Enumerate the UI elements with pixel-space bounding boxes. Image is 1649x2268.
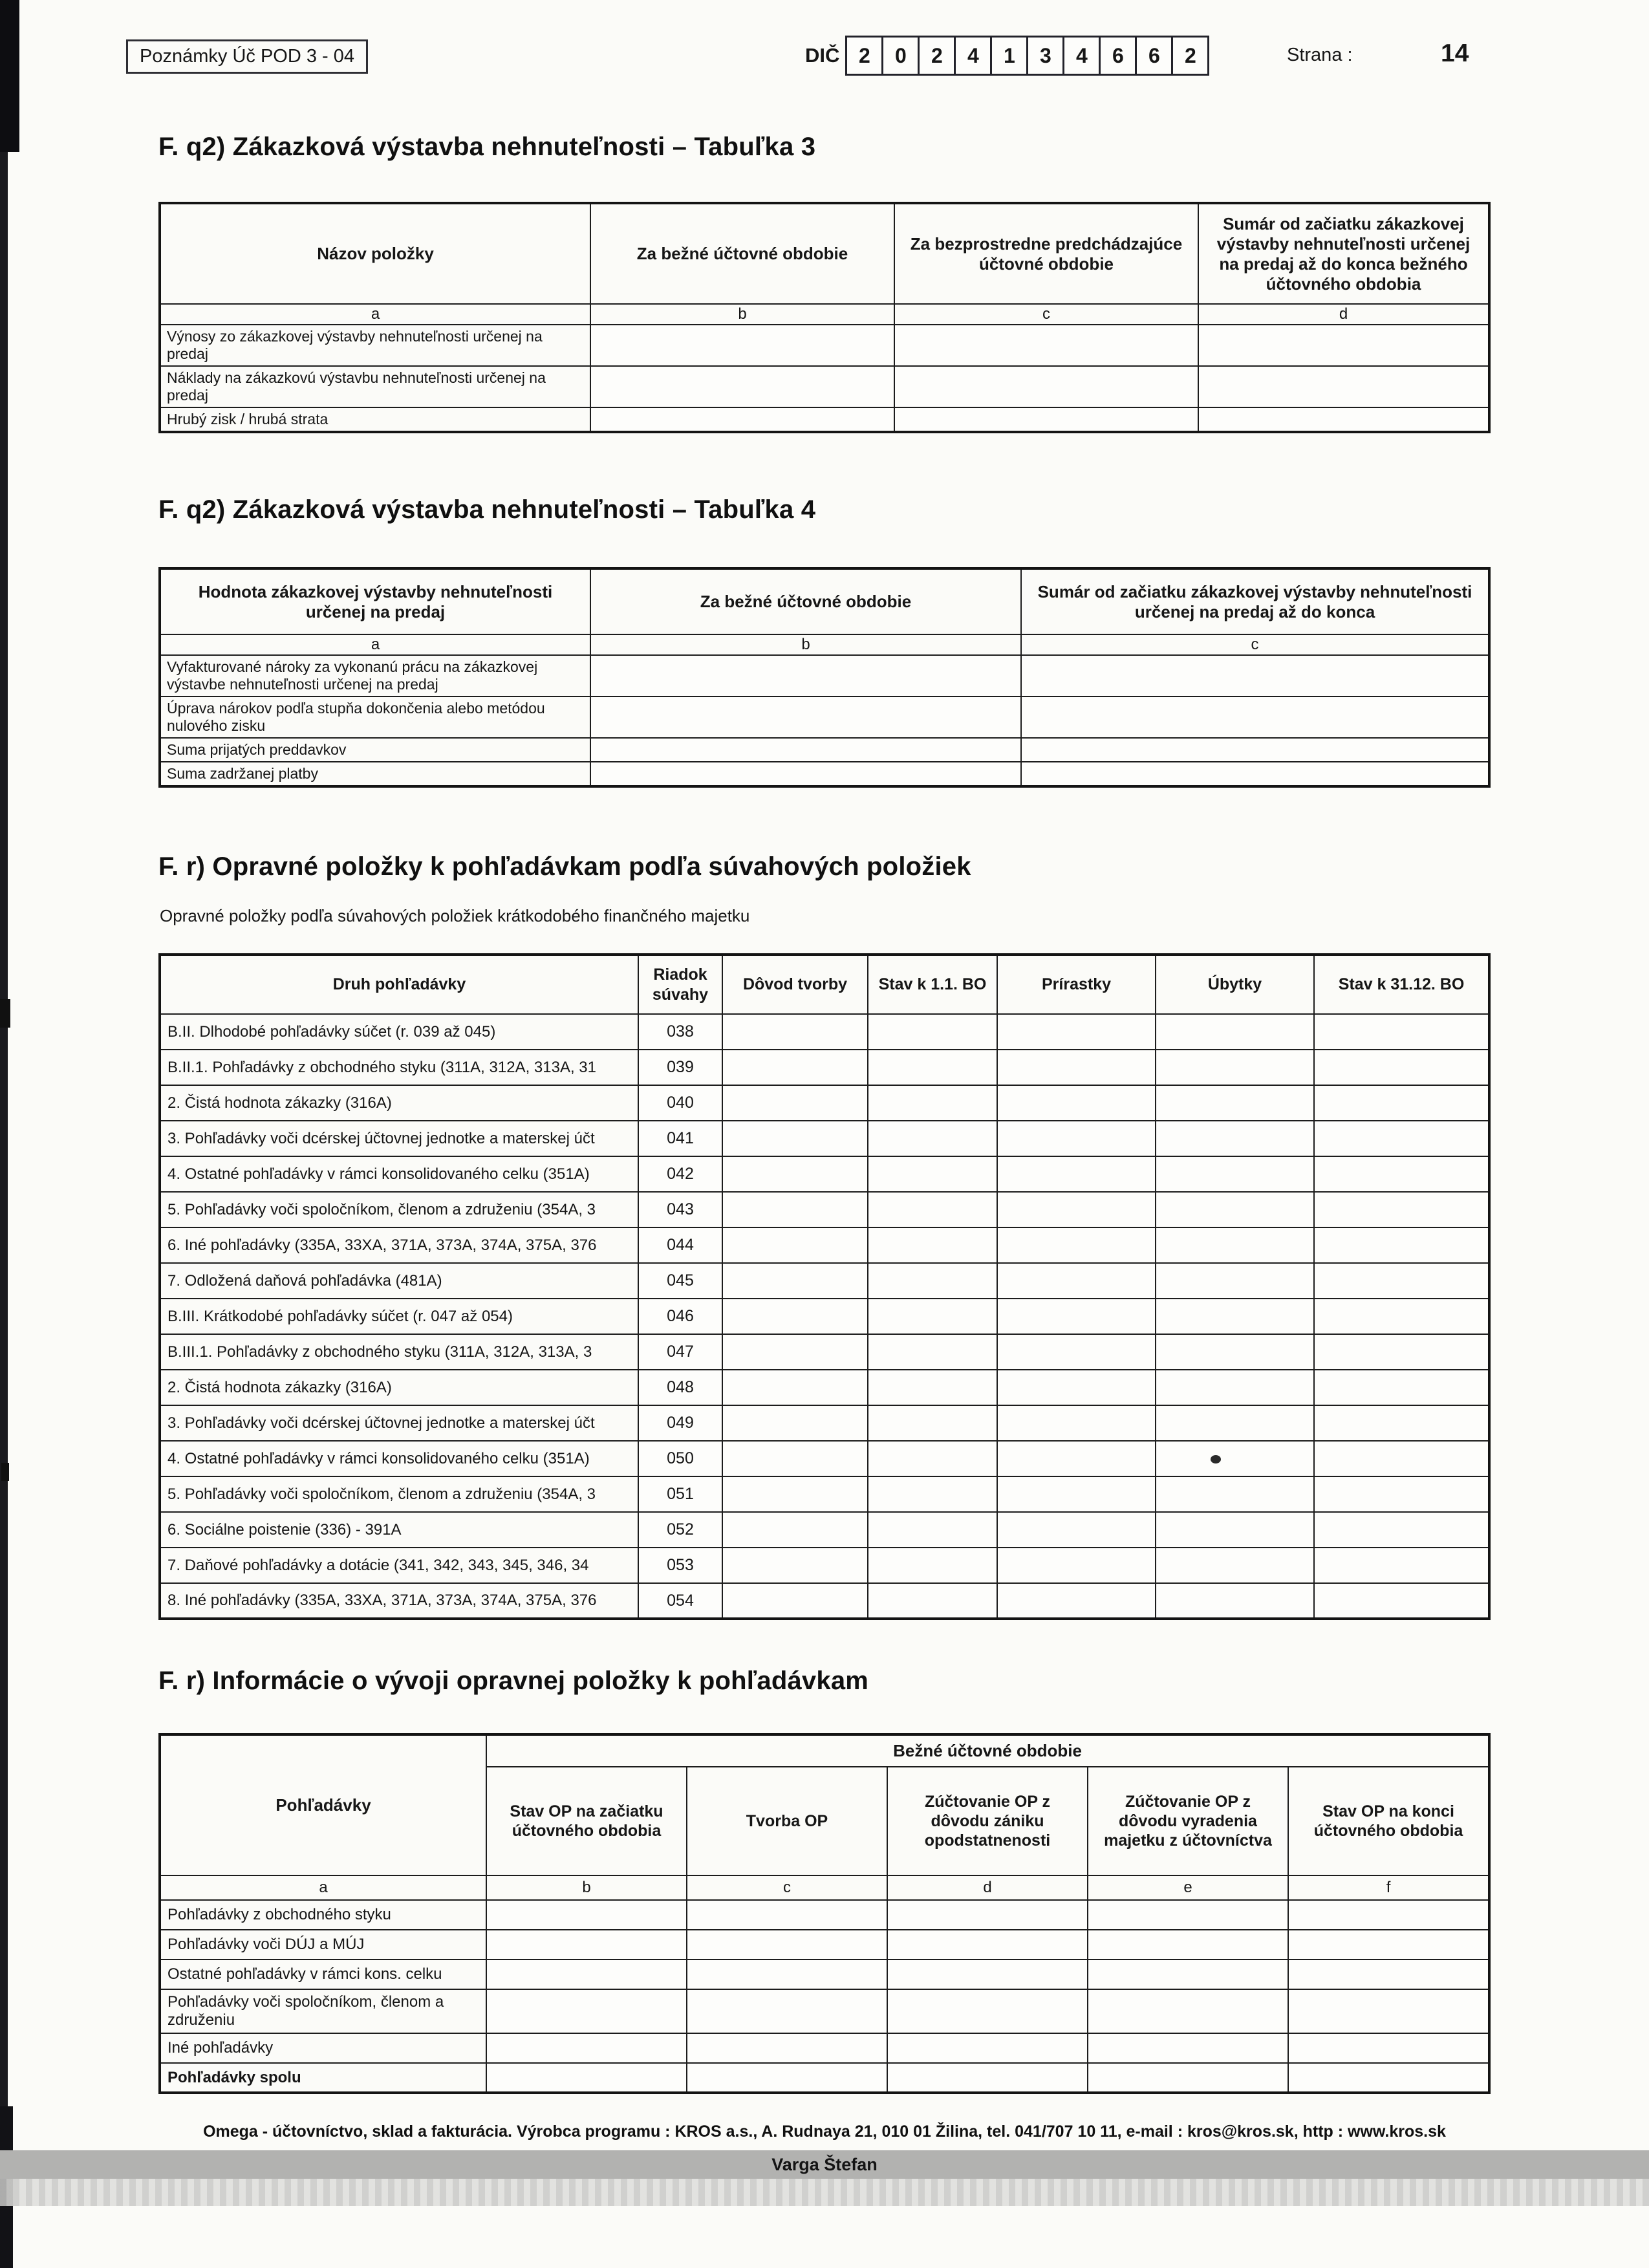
- data-cell: [1314, 1370, 1489, 1405]
- header-cell: Dôvod tvorby: [722, 955, 868, 1014]
- tabulka-4: [158, 567, 1491, 788]
- data-cell: [722, 1476, 868, 1512]
- data-cell: [1314, 1085, 1489, 1121]
- header-pohladavky: Pohľadávky: [160, 1734, 486, 1875]
- section-title-q2-tabulka3: F. q2) Zákazková výstavba nehnuteľnosti – Tabuľka 3: [158, 133, 816, 161]
- data-cell: [1314, 1441, 1489, 1476]
- data-cell: [1314, 1014, 1489, 1050]
- data-cell: [486, 1960, 687, 1989]
- data-cell: [1288, 2033, 1489, 2063]
- row-label: Vyfakturované nároky za vykonanú prácu na zákazkovej výstavbe nehnuteľnosti určenej na predaj: [160, 655, 590, 697]
- header-bezne-obdobie-span: Bežné účtovné obdobie: [486, 1734, 1489, 1767]
- data-cell: [1088, 1930, 1288, 1960]
- row-label: 7. Odložená daňová pohľadávka (481A): [160, 1263, 638, 1299]
- header-row: [160, 203, 1489, 304]
- page-number: 14: [1441, 39, 1469, 67]
- data-cell: [997, 1441, 1156, 1476]
- data-cell: 040: [638, 1085, 722, 1121]
- data-cell: [1198, 366, 1489, 407]
- table-row: [160, 1192, 1489, 1227]
- data-cell: [894, 407, 1198, 432]
- header-bezne-obdobie: Za bežné účtovné obdobie: [590, 203, 894, 304]
- data-cell: [868, 1512, 997, 1548]
- data-cell: [868, 1476, 997, 1512]
- table-row: [160, 1156, 1489, 1192]
- header-cell: Stav k 1.1. BO: [868, 955, 997, 1014]
- data-cell: [1156, 1583, 1314, 1619]
- data-cell: [722, 1441, 868, 1476]
- data-cell: [997, 1512, 1156, 1548]
- header-sumar: Sumár od začiatku zákazkovej výstavby nehnuteľnosti určenej na predaj až do konca bežného účtovného obdobia: [1198, 203, 1489, 304]
- row-label: Pohľadávky voči DÚJ a MÚJ: [160, 1930, 486, 1960]
- dic-digit: 4: [1062, 36, 1101, 76]
- data-cell: 045: [638, 1263, 722, 1299]
- data-cell: [1314, 1512, 1489, 1548]
- tabulka-opravne-polozky: [158, 953, 1491, 1620]
- data-cell: [1021, 738, 1489, 762]
- header-cell: Stav OP na konci účtovného obdobia: [1288, 1767, 1489, 1875]
- data-cell: [1156, 1227, 1314, 1263]
- dic-digit: 0: [881, 36, 920, 76]
- table-row: [160, 1227, 1489, 1263]
- dic-label: DIČ: [805, 44, 840, 67]
- table-row: [160, 407, 1489, 432]
- row-label: B.III. Krátkodobé pohľadávky súčet (r. 047 až 054): [160, 1299, 638, 1334]
- data-cell: [997, 1334, 1156, 1370]
- data-cell: [1314, 1192, 1489, 1227]
- header-cell: Stav k 31.12. BO: [1314, 955, 1489, 1014]
- data-cell: [1288, 1900, 1489, 1930]
- table-row: [160, 1014, 1489, 1050]
- data-cell: [997, 1370, 1156, 1405]
- row-label: Suma zadržanej platby: [160, 762, 590, 786]
- data-cell: [868, 1227, 997, 1263]
- letters-row: [160, 1875, 1489, 1900]
- data-cell: [887, 1930, 1088, 1960]
- data-cell: [590, 738, 1021, 762]
- data-cell: [687, 2063, 887, 2093]
- table-row: [160, 1441, 1489, 1476]
- row-label: 6. Iné pohľadávky (335A, 33XA, 371A, 373A, 374A, 375A, 376: [160, 1227, 638, 1263]
- row-label: B.III.1. Pohľadávky z obchodného styku (311A, 312A, 313A, 3: [160, 1334, 638, 1370]
- row-label: Pohľadávky spolu: [160, 2063, 486, 2093]
- data-cell: [868, 1121, 997, 1156]
- letters-row: [160, 304, 1489, 325]
- data-cell: 050: [638, 1441, 722, 1476]
- row-label: 2. Čistá hodnota zákazky (316A): [160, 1085, 638, 1121]
- table-row: [160, 1512, 1489, 1548]
- table-row: [160, 1900, 1489, 1930]
- table-row: [160, 1299, 1489, 1334]
- data-cell: [1156, 1299, 1314, 1334]
- row-label: Suma prijatých preddavkov: [160, 738, 590, 762]
- data-cell: [590, 366, 894, 407]
- scan-speck: [0, 999, 10, 1028]
- row-label: 4. Ostatné pohľadávky v rámci konsolidovaného celku (351A): [160, 1156, 638, 1192]
- data-cell: [1156, 1441, 1314, 1476]
- data-cell: [722, 1299, 868, 1334]
- header-hodnota: Hodnota zákazkovej výstavby nehnuteľnosti určenej na predaj: [160, 568, 590, 634]
- page-label: Strana :: [1287, 45, 1353, 65]
- row-label: 2. Čistá hodnota zákazky (316A): [160, 1370, 638, 1405]
- scan-edge-left: [0, 0, 8, 2268]
- column-letter: c: [687, 1875, 887, 1900]
- data-cell: [997, 1299, 1156, 1334]
- column-letter: d: [1198, 304, 1489, 325]
- table-row: [160, 325, 1489, 366]
- data-cell: [1021, 762, 1489, 786]
- header-cell: Tvorba OP: [687, 1767, 887, 1875]
- data-cell: [1021, 655, 1489, 697]
- page-header: [0, 36, 1649, 90]
- header-cell: Riadok súvahy: [638, 955, 722, 1014]
- data-cell: [722, 1334, 868, 1370]
- data-cell: [687, 1930, 887, 1960]
- table-row: [160, 1930, 1489, 1960]
- header-cell: Druh pohľadávky: [160, 955, 638, 1014]
- footer-name-band: [0, 2150, 1649, 2179]
- table-row: [160, 1583, 1489, 1619]
- data-cell: 042: [638, 1156, 722, 1192]
- data-cell: [590, 697, 1021, 738]
- data-cell: [1088, 1960, 1288, 1989]
- column-letter: f: [1288, 1875, 1489, 1900]
- data-cell: [722, 1548, 868, 1583]
- data-cell: [868, 1014, 997, 1050]
- table-row: [160, 1476, 1489, 1512]
- row-label: 5. Pohľadávky voči spoločníkom, členom a združeniu (354A, 3: [160, 1476, 638, 1512]
- table-row: [160, 697, 1489, 738]
- data-cell: [1156, 1050, 1314, 1085]
- data-cell: [1314, 1405, 1489, 1441]
- data-cell: [1156, 1014, 1314, 1050]
- row-label: Ostatné pohľadávky v rámci kons. celku: [160, 1960, 486, 1989]
- data-cell: 041: [638, 1121, 722, 1156]
- dic-field: [805, 36, 1209, 76]
- table-row: [160, 1405, 1489, 1441]
- data-cell: [722, 1227, 868, 1263]
- header-cell: Úbytky: [1156, 955, 1314, 1014]
- table-row: [160, 1370, 1489, 1405]
- data-cell: [486, 1900, 687, 1930]
- dic-digit: 6: [1099, 36, 1137, 76]
- column-letter: a: [160, 304, 590, 325]
- data-cell: [486, 2033, 687, 2063]
- header-predchadzajuce-obdobie: Za bezprostredne predchádzajúce účtovné obdobie: [894, 203, 1198, 304]
- data-cell: [722, 1192, 868, 1227]
- header-row: [160, 568, 1489, 634]
- data-cell: [1314, 1583, 1489, 1619]
- data-cell: 043: [638, 1192, 722, 1227]
- row-label: 3. Pohľadávky voči dcérskej účtovnej jednotke a materskej účt: [160, 1405, 638, 1441]
- header-row: [160, 955, 1489, 1014]
- dic-digit-boxes: [847, 36, 1209, 76]
- row-label: Výnosy zo zákazkovej výstavby nehnuteľnosti určenej na predaj: [160, 325, 590, 366]
- data-cell: [997, 1085, 1156, 1121]
- header-sumar: Sumár od začiatku zákazkovej výstavby nehnuteľnosti určenej na predaj až do konca: [1021, 568, 1489, 634]
- dic-digit: 4: [954, 36, 992, 76]
- data-cell: [868, 1156, 997, 1192]
- data-cell: [722, 1263, 868, 1299]
- data-cell: [997, 1263, 1156, 1299]
- scan-speck: [1211, 1455, 1221, 1463]
- data-cell: [1198, 407, 1489, 432]
- dic-digit: 2: [918, 36, 956, 76]
- tabulka-3-body: [160, 325, 1489, 432]
- letters-row: [160, 634, 1489, 655]
- data-cell: [887, 1900, 1088, 1930]
- row-label: 8. Iné pohľadávky (335A, 33XA, 371A, 373A, 374A, 375A, 376: [160, 1583, 638, 1619]
- data-cell: 038: [638, 1014, 722, 1050]
- column-letter: e: [1088, 1875, 1288, 1900]
- opravne-note: Opravné položky podľa súvahových položiek krátkodobého finančného majetku: [160, 906, 750, 925]
- header-nazov-polozky: Názov položky: [160, 203, 590, 304]
- data-cell: 053: [638, 1548, 722, 1583]
- data-cell: [1088, 2033, 1288, 2063]
- data-cell: [1288, 1989, 1489, 2033]
- section-title-opravne-polozky: F. r) Opravné položky k pohľadávkam podľa súvahových položiek: [158, 852, 971, 881]
- data-cell: 052: [638, 1512, 722, 1548]
- data-cell: [868, 1548, 997, 1583]
- data-cell: [687, 1900, 887, 1930]
- data-cell: 044: [638, 1227, 722, 1263]
- row-label: 6. Sociálne poistenie (336) - 391A: [160, 1512, 638, 1548]
- vyvoj-body: [160, 1900, 1489, 2093]
- row-label: Iné pohľadávky: [160, 2033, 486, 2063]
- data-cell: [1288, 2063, 1489, 2093]
- data-cell: [1314, 1334, 1489, 1370]
- dic-digit: 3: [1026, 36, 1064, 76]
- data-cell: [997, 1121, 1156, 1156]
- column-letter: c: [1021, 634, 1489, 655]
- tabulka-3: [158, 202, 1491, 433]
- data-cell: [1156, 1085, 1314, 1121]
- data-cell: [894, 325, 1198, 366]
- data-cell: [1156, 1192, 1314, 1227]
- data-cell: [486, 1930, 687, 1960]
- data-cell: [1314, 1050, 1489, 1085]
- table-row: [160, 1085, 1489, 1121]
- data-cell: [722, 1121, 868, 1156]
- data-cell: [887, 1989, 1088, 2033]
- data-cell: [722, 1370, 868, 1405]
- data-cell: [1021, 697, 1489, 738]
- data-cell: [1156, 1121, 1314, 1156]
- data-cell: [722, 1512, 868, 1548]
- data-cell: [1088, 1989, 1288, 2033]
- data-cell: [894, 366, 1198, 407]
- data-cell: [997, 1583, 1156, 1619]
- data-cell: [687, 2033, 887, 2063]
- data-cell: [687, 1989, 887, 2033]
- row-label: Pohľadávky voči spoločníkom, členom a združeniu: [160, 1989, 486, 2033]
- section-title-vyvoj-op: F. r) Informácie o vývoji opravnej položky k pohľadávkam: [158, 1667, 869, 1695]
- data-cell: [868, 1583, 997, 1619]
- data-cell: [722, 1014, 868, 1050]
- column-letter: b: [590, 304, 894, 325]
- section-title-q2-tabulka4: F. q2) Zákazková výstavba nehnuteľnosti – Tabuľka 4: [158, 495, 816, 524]
- data-cell: [887, 1960, 1088, 1989]
- header-bezne-obdobie: Za bežné účtovné obdobie: [590, 568, 1021, 634]
- scan-hatch-strip: [0, 2179, 1649, 2206]
- data-cell: 051: [638, 1476, 722, 1512]
- data-cell: [997, 1548, 1156, 1583]
- data-cell: [1088, 2063, 1288, 2093]
- column-letter: a: [160, 634, 590, 655]
- data-cell: [887, 2033, 1088, 2063]
- data-cell: [1156, 1476, 1314, 1512]
- table-row: [160, 1548, 1489, 1583]
- row-label: Úprava nárokov podľa stupňa dokončenia alebo metódou nulového zisku: [160, 697, 590, 738]
- data-cell: [486, 2063, 687, 2093]
- data-cell: [997, 1156, 1156, 1192]
- data-cell: [1156, 1370, 1314, 1405]
- column-letter: a: [160, 1875, 486, 1900]
- data-cell: [868, 1263, 997, 1299]
- data-cell: [722, 1405, 868, 1441]
- row-label: 5. Pohľadávky voči spoločníkom, členom a združeniu (354A, 3: [160, 1192, 638, 1227]
- data-cell: [1088, 1900, 1288, 1930]
- data-cell: [997, 1192, 1156, 1227]
- data-cell: [868, 1299, 997, 1334]
- row-label: 3. Pohľadávky voči dcérskej účtovnej jednotke a materskej účt: [160, 1121, 638, 1156]
- table-row: [160, 1334, 1489, 1370]
- data-cell: [997, 1405, 1156, 1441]
- form-title-box: Poznámky Úč POD 3 - 04: [126, 39, 368, 74]
- column-letter: c: [894, 304, 1198, 325]
- data-cell: [1156, 1263, 1314, 1299]
- data-cell: 054: [638, 1583, 722, 1619]
- data-cell: [997, 1227, 1156, 1263]
- data-cell: [868, 1085, 997, 1121]
- header-cell: Prírastky: [997, 955, 1156, 1014]
- column-letter: d: [887, 1875, 1088, 1900]
- data-cell: 048: [638, 1370, 722, 1405]
- opravne-body: [160, 1014, 1489, 1619]
- data-cell: [868, 1370, 997, 1405]
- data-cell: [1156, 1156, 1314, 1192]
- table-row: [160, 366, 1489, 407]
- data-cell: [1314, 1121, 1489, 1156]
- data-cell: [590, 325, 894, 366]
- data-cell: [868, 1441, 997, 1476]
- data-cell: [997, 1050, 1156, 1085]
- data-cell: 047: [638, 1334, 722, 1370]
- dic-digit: 2: [1171, 36, 1209, 76]
- data-cell: [722, 1050, 868, 1085]
- dic-digit: 6: [1135, 36, 1173, 76]
- row-label: 4. Ostatné pohľadávky v rámci konsolidovaného celku (351A): [160, 1441, 638, 1476]
- tabulka-vyvoj-op: [158, 1733, 1491, 2094]
- row-label: 7. Daňové pohľadávky a dotácie (341, 342, 343, 345, 346, 34: [160, 1548, 638, 1583]
- row-label: B.II.1. Pohľadávky z obchodného styku (311A, 312A, 313A, 31: [160, 1050, 638, 1085]
- data-cell: [868, 1050, 997, 1085]
- header-cell: Zúčtovanie OP z dôvodu vyradenia majetku z účtovníctva: [1088, 1767, 1288, 1875]
- data-cell: [1314, 1548, 1489, 1583]
- data-cell: [1288, 1930, 1489, 1960]
- data-cell: [868, 1405, 997, 1441]
- data-cell: [1156, 1334, 1314, 1370]
- header-cell: Stav OP na začiatku účtovného obdobia: [486, 1767, 687, 1875]
- scan-speck: [1, 1463, 9, 1481]
- row-label: Hrubý zisk / hrubá strata: [160, 407, 590, 432]
- row-label: B.II. Dlhodobé pohľadávky súčet (r. 039 až 045): [160, 1014, 638, 1050]
- data-cell: [722, 1583, 868, 1619]
- data-cell: [1288, 1960, 1489, 1989]
- data-cell: [1314, 1156, 1489, 1192]
- data-cell: [868, 1192, 997, 1227]
- data-cell: [868, 1334, 997, 1370]
- data-cell: [1314, 1476, 1489, 1512]
- data-cell: [997, 1476, 1156, 1512]
- data-cell: [1198, 325, 1489, 366]
- data-cell: [1156, 1512, 1314, 1548]
- dic-digit: 2: [845, 36, 883, 76]
- table-row: [160, 655, 1489, 697]
- data-cell: 039: [638, 1050, 722, 1085]
- data-cell: [590, 762, 1021, 786]
- header-cell: Zúčtovanie OP z dôvodu zániku opodstatnenosti: [887, 1767, 1088, 1875]
- table-row: [160, 738, 1489, 762]
- data-cell: [1156, 1548, 1314, 1583]
- dic-digit: 1: [990, 36, 1028, 76]
- data-cell: [590, 655, 1021, 697]
- data-cell: [1314, 1227, 1489, 1263]
- table-row: [160, 1121, 1489, 1156]
- column-letter: b: [486, 1875, 687, 1900]
- column-letter: b: [590, 634, 1021, 655]
- data-cell: [887, 2063, 1088, 2093]
- table-row: [160, 2063, 1489, 2093]
- row-label: Náklady na zákazkovú výstavbu nehnuteľnosti určenej na predaj: [160, 366, 590, 407]
- data-cell: [997, 1014, 1156, 1050]
- data-cell: [722, 1085, 868, 1121]
- page-footer: [0, 2122, 1649, 2206]
- data-cell: [1314, 1299, 1489, 1334]
- table-row: [160, 762, 1489, 786]
- table-row: [160, 1050, 1489, 1085]
- table-row: [160, 2033, 1489, 2063]
- footer-name: Varga Štefan: [771, 2154, 878, 2174]
- data-cell: [590, 407, 894, 432]
- data-cell: 049: [638, 1405, 722, 1441]
- footer-credit-line: Omega - účtovníctvo, sklad a fakturácia. Výrobca programu : KROS a.s., A. Rudnaya 21, 010 01 Žilina, tel. 041/707 10 11, e-mail : kros@kros.sk, http : www.kros.sk: [203, 2122, 1446, 2141]
- data-cell: [1156, 1405, 1314, 1441]
- table-row: [160, 1960, 1489, 1989]
- table-row: [160, 1263, 1489, 1299]
- data-cell: [486, 1989, 687, 2033]
- data-cell: 046: [638, 1299, 722, 1334]
- row-label: Pohľadávky z obchodného styku: [160, 1900, 486, 1930]
- data-cell: [1314, 1263, 1489, 1299]
- table-row: [160, 1989, 1489, 2033]
- tabulka-4-body: [160, 655, 1489, 786]
- header-row-span: [160, 1734, 1489, 1767]
- data-cell: [722, 1156, 868, 1192]
- data-cell: [687, 1960, 887, 1989]
